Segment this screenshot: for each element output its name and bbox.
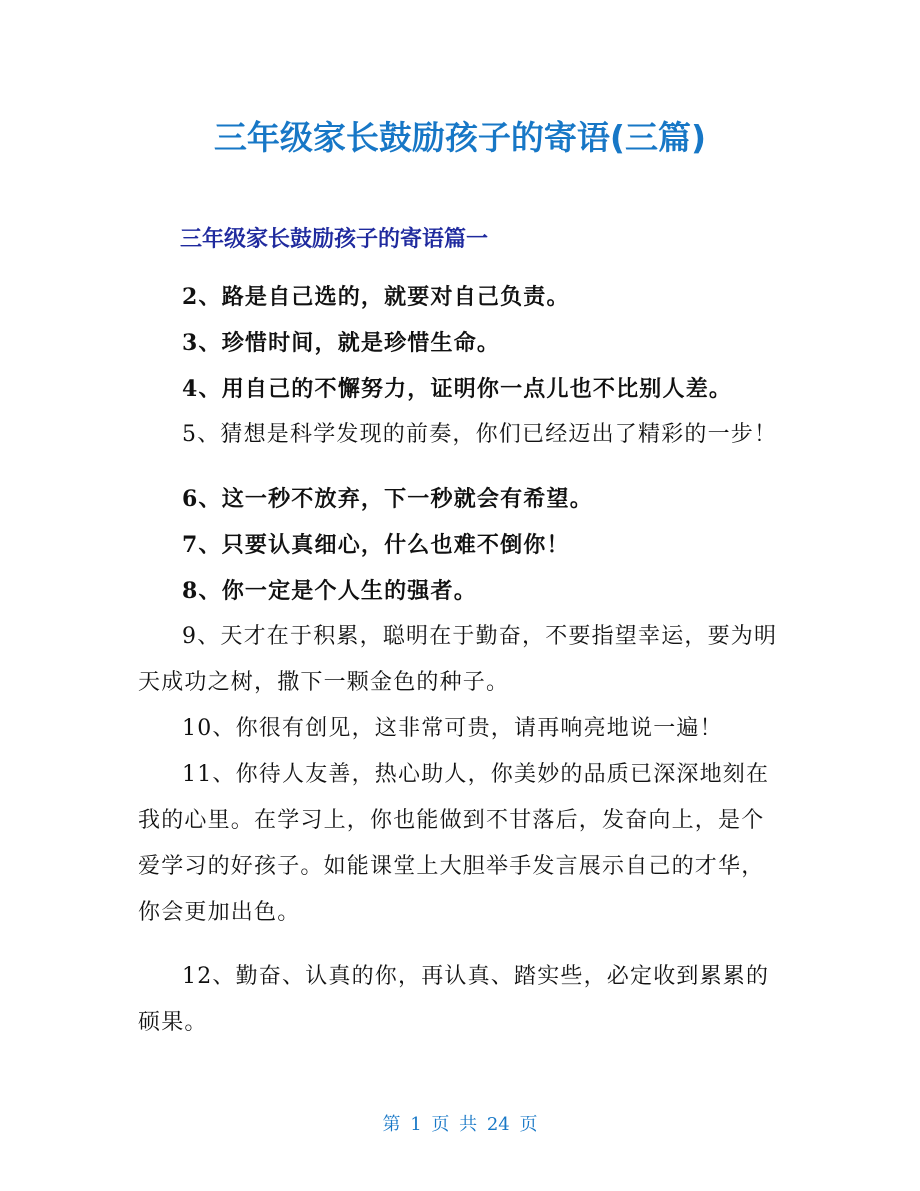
section-heading: 三年级家长鼓励孩子的寄语篇一 xyxy=(180,227,489,252)
paragraph: 8、你一定是个人生的强者。 xyxy=(182,578,477,604)
paragraph: 11、你待人友善，热心助人，你美妙的品质已深深地刻在我的心里。在学习上，你也能做到不甘落后，发奋向上，是个爱学习的好孩子。如能课堂上大胆举手发言展示自己的才华，你会更加出色。 xyxy=(138,762,770,925)
paragraph: 9、天才在于积累，聪明在于勤奋，不要指望幸运，要为明天成功之树，撒下一颗金色的种子。 xyxy=(138,624,778,695)
document-body xyxy=(138,274,786,1046)
document-title: 三年级家长鼓励孩子的寄语(三篇) xyxy=(213,118,707,157)
paragraph: 5、猜想是科学发现的前奏，你们已经迈出了精彩的一步！ xyxy=(182,422,778,447)
paragraph: 12、勤奋、认真的你，再认真、踏实些，必定收到累累的硕果。 xyxy=(138,964,770,1035)
page-number-footer: 第 1 页 共 24 页 xyxy=(382,1114,538,1135)
paragraph: 7、只要认真细心，什么也难不倒你！ xyxy=(182,532,570,558)
paragraph: 10、你很有创见，这非常可贵，请再响亮地说一遍！ xyxy=(182,716,723,741)
paragraph: 3、珍惜时间，就是珍惜生命。 xyxy=(182,330,501,356)
paragraph: 4、用自己的不懈努力，证明你一点儿也不比别人差。 xyxy=(182,376,733,402)
paragraph: 6、这一秒不放弃，下一秒就会有希望。 xyxy=(182,486,593,512)
paragraph: 2、路是自己选的，就要对自己负责。 xyxy=(182,284,570,310)
